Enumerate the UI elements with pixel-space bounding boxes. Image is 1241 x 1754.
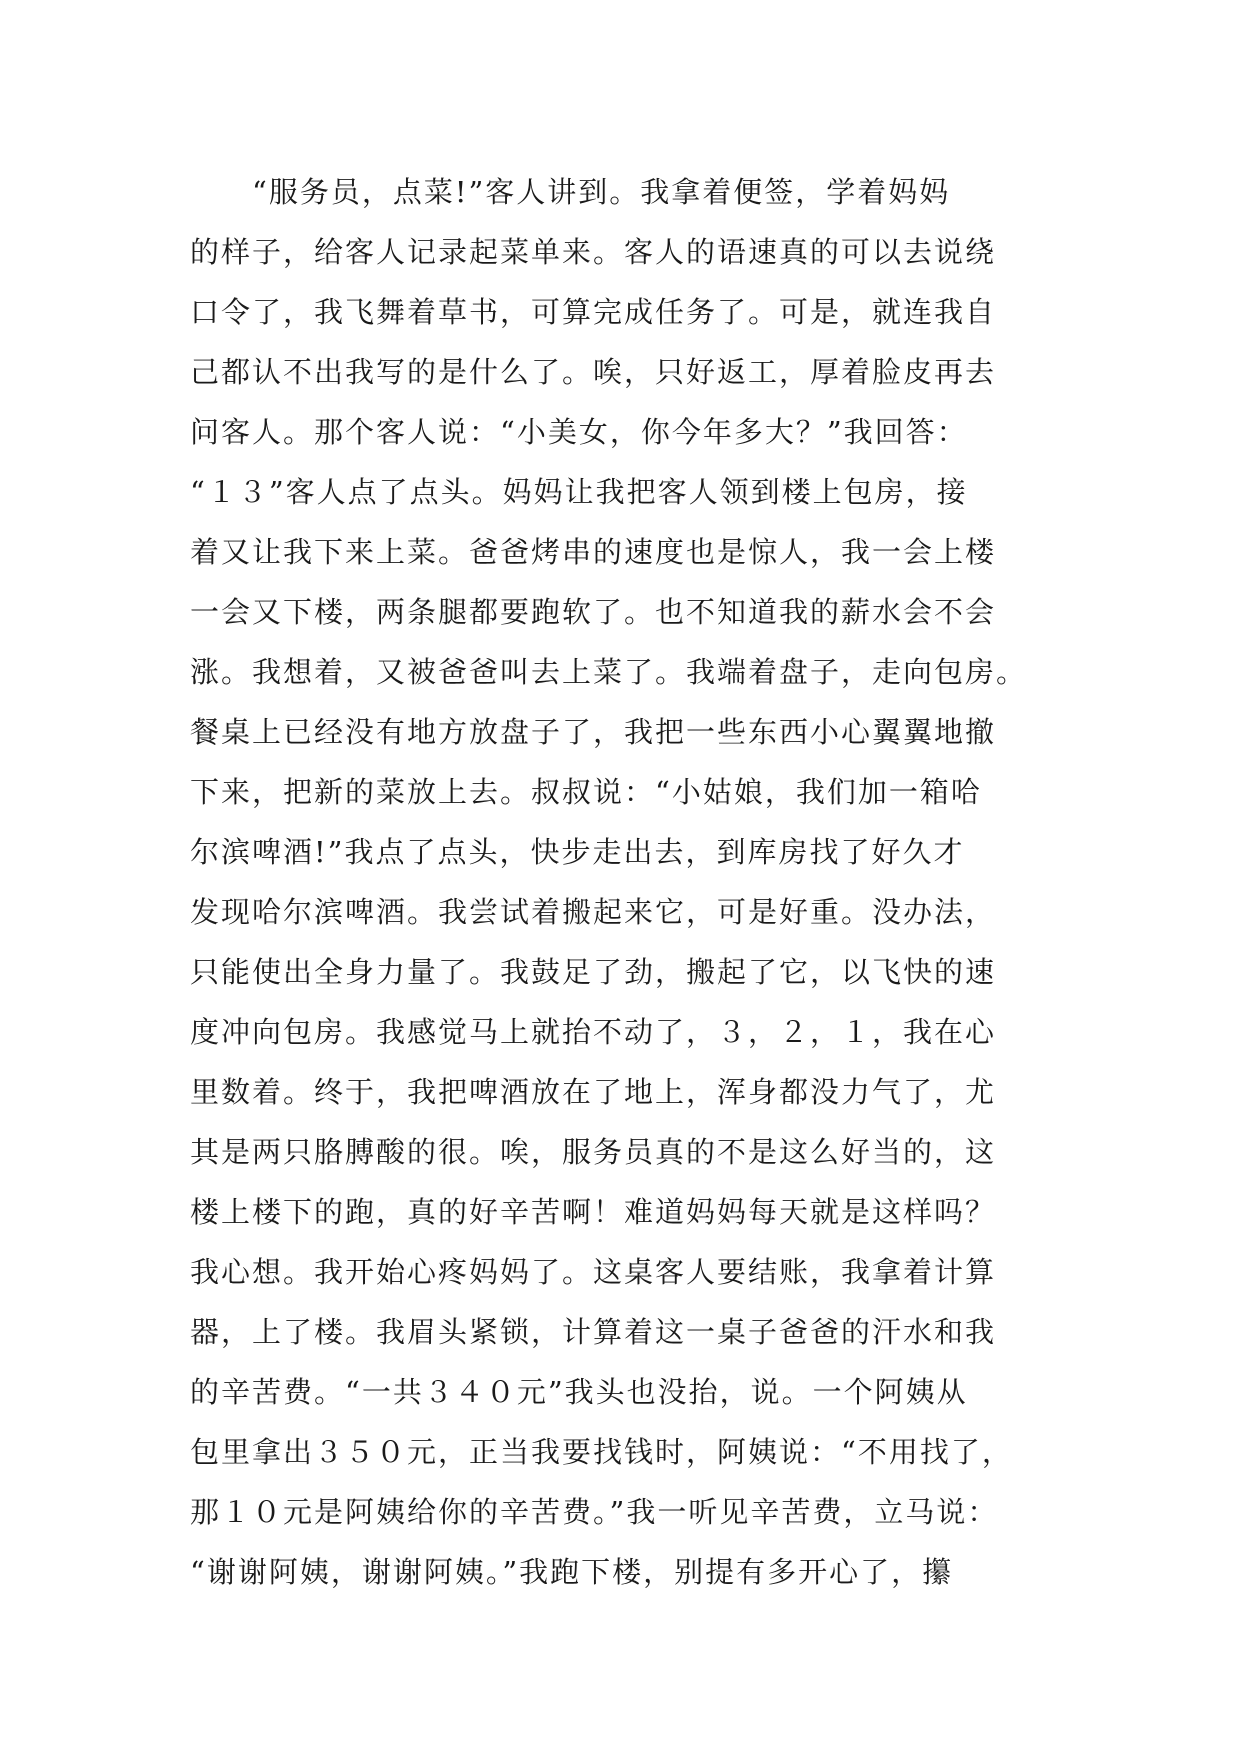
text-line: 尔滨啤酒!”我点了点头，快步走出去，到库房找了好久才 bbox=[190, 835, 965, 869]
text-line: “服务员，点菜!”客人讲到。我拿着便签，学着妈妈 bbox=[190, 175, 951, 209]
text-line: 餐桌上已经没有地方放盘子了，我把一些东西小心翼翼地撤 bbox=[190, 715, 997, 749]
text-line: 楼上楼下的跑，真的好辛苦啊！难道妈妈每天就是这样吗？ bbox=[190, 1195, 997, 1229]
text-line: 包里拿出３５０元，正当我要找钱时，阿姨说：“不用找了， bbox=[190, 1435, 1013, 1469]
text-line: 己都认不出我写的是什么了。唉，只好返工，厚着脸皮再去 bbox=[190, 355, 997, 389]
text-line: “谢谢阿姨，谢谢阿姨。”我跑下楼，别提有多开心了，攥 bbox=[190, 1555, 954, 1589]
text-line: 我心想。我开始心疼妈妈了。这桌客人要结账，我拿着计算 bbox=[190, 1255, 997, 1289]
text-line: 一会又下楼，两条腿都要跑软了。也不知道我的薪水会不会 bbox=[190, 595, 997, 629]
text-line: 着又让我下来上菜。爸爸烤串的速度也是惊人，我一会上楼 bbox=[190, 535, 997, 569]
text-line: 的辛苦费。“一共３４０元”我头也没抬，说。一个阿姨从 bbox=[190, 1375, 968, 1409]
text-line: 的样子，给客人记录起菜单来。客人的语速真的可以去说绕 bbox=[190, 235, 997, 269]
text-line: “１３”客人点了点头。妈妈让我把客人领到楼上包房，接 bbox=[190, 475, 968, 509]
text-line: 器，上了楼。我眉头紧锁，计算着这一桌子爸爸的汗水和我 bbox=[190, 1315, 997, 1349]
text-line: 那１０元是阿姨给你的辛苦费。”我一听见辛苦费，立马说： bbox=[190, 1495, 999, 1529]
text-line: 只能使出全身力量了。我鼓足了劲，搬起了它，以飞快的速 bbox=[190, 955, 997, 989]
text-line: 其是两只胳膊酸的很。唉，服务员真的不是这么好当的，这 bbox=[190, 1135, 997, 1169]
body-text bbox=[190, 162, 1090, 1602]
text-line: 口令了，我飞舞着草书，可算完成任务了。可是，就连我自 bbox=[190, 295, 997, 329]
text-line: 问客人。那个客人说：“小美女，你今年多大？”我回答： bbox=[190, 415, 968, 449]
text-line: 涨。我想着，又被爸爸叫去上菜了。我端着盘子，走向包房。 bbox=[190, 655, 1028, 689]
text-line: 里数着。终于，我把啤酒放在了地上，浑身都没力气了，尤 bbox=[190, 1075, 997, 1109]
text-line: 发现哈尔滨啤酒。我尝试着搬起来它，可是好重。没办法， bbox=[190, 895, 997, 929]
text-line: 度冲向包房。我感觉马上就抬不动了，３，２，１，我在心 bbox=[190, 1015, 997, 1049]
text-line: 下来，把新的菜放上去。叔叔说：“小姑娘，我们加一箱哈 bbox=[190, 775, 982, 809]
